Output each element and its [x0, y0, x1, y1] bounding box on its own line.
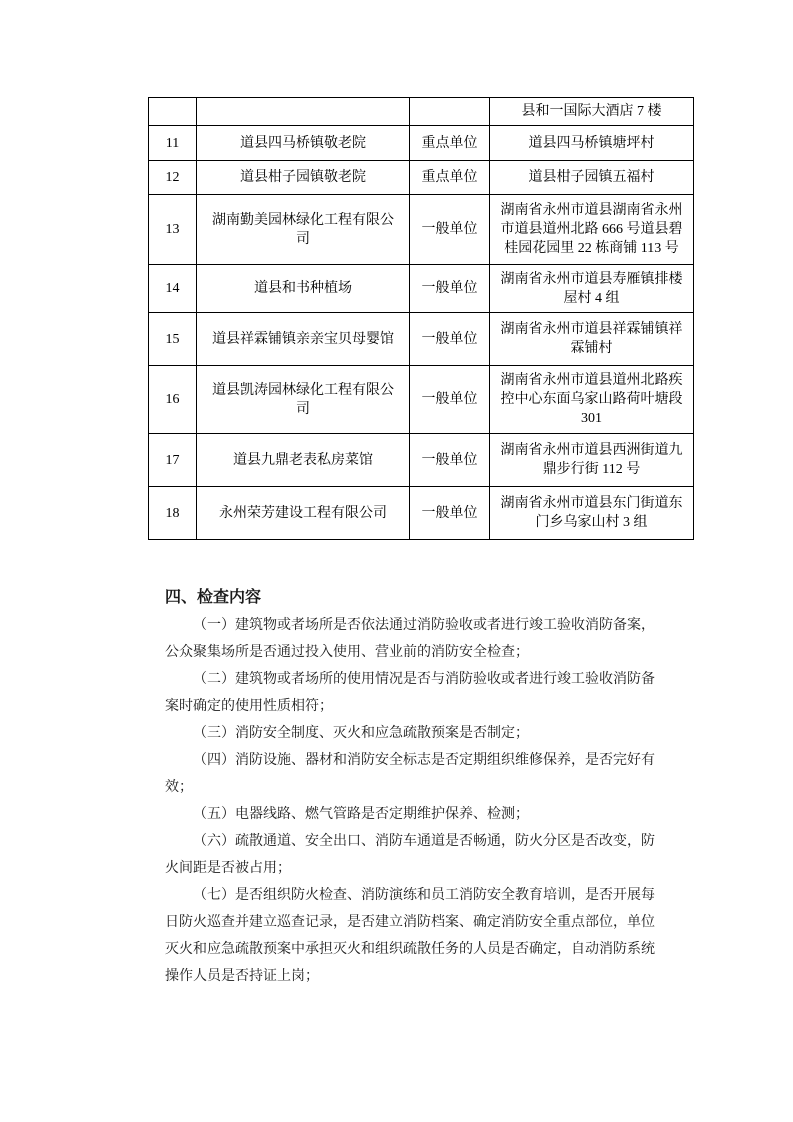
- cell-empty: [149, 98, 197, 126]
- table-row: [149, 265, 694, 313]
- cell-row-number: 13: [149, 195, 197, 265]
- table-row: [149, 434, 694, 487]
- inspection-content-section: [165, 584, 655, 989]
- cell-unit-category: 重点单位: [410, 161, 490, 195]
- inspection-item-5: （五）电器线路、燃气管路是否定期维护保养、检测；: [193, 805, 529, 821]
- cell-unit-category: 一般单位: [410, 265, 490, 313]
- cell-empty: [410, 98, 490, 126]
- cell-address: 湖南省永州市道县寿雁镇排楼屋村 4 组: [490, 265, 694, 313]
- cell-address: 湖南省永州市道县东门街道东门乡乌家山村 3 组: [490, 487, 694, 540]
- table-row: [149, 366, 694, 434]
- cell-unit-name: 永州荣芳建设工程有限公司: [197, 487, 410, 540]
- cell-unit-name: 道县凯涛园林绿化工程有限公司: [197, 366, 410, 434]
- cell-row-number: 14: [149, 265, 197, 313]
- cell-address: 县和一国际大酒店 7 楼: [490, 98, 694, 126]
- cell-unit-category: 重点单位: [410, 126, 490, 161]
- inspection-item-3: （三）消防安全制度、灭火和应急疏散预案是否制定；: [193, 724, 529, 740]
- cell-row-number: 11: [149, 126, 197, 161]
- table-row: [149, 313, 694, 366]
- inspection-item-2: （二）建筑物或者场所的使用情况是否与消防验收或者进行竣工验收消防备案时确定的使用性质相符；: [165, 670, 655, 713]
- cell-unit-name: 湖南勤美园林绿化工程有限公司: [197, 195, 410, 265]
- cell-unit-category: 一般单位: [410, 487, 490, 540]
- cell-row-number: 12: [149, 161, 197, 195]
- cell-unit-name: 道县祥霖铺镇亲亲宝贝母婴馆: [197, 313, 410, 366]
- cell-unit-category: 一般单位: [410, 366, 490, 434]
- table-row: [149, 161, 694, 195]
- cell-row-number: 15: [149, 313, 197, 366]
- table-row: [149, 126, 694, 161]
- cell-address: 湖南省永州市道县西洲街道九鼎步行街 112 号: [490, 434, 694, 487]
- cell-unit-category: 一般单位: [410, 434, 490, 487]
- cell-unit-category: 一般单位: [410, 195, 490, 265]
- cell-unit-name: 道县柑子园镇敬老院: [197, 161, 410, 195]
- table-row: [149, 487, 694, 540]
- table-row-carryover: [149, 98, 694, 126]
- cell-address: 道县柑子园镇五福村: [490, 161, 694, 195]
- table-row: [149, 195, 694, 265]
- cell-address: 湖南省永州市道县祥霖铺镇祥霖铺村: [490, 313, 694, 366]
- inspection-item-6: （六）疏散通道、安全出口、消防车通道是否畅通，防火分区是否改变，防火间距是否被占用；: [165, 832, 655, 875]
- inspection-item-4: （四）消防设施、器材和消防安全标志是否定期组织维修保养，是否完好有效；: [165, 751, 655, 794]
- cell-row-number: 18: [149, 487, 197, 540]
- cell-row-number: 16: [149, 366, 197, 434]
- cell-address: 湖南省永州市道县道州北路疾控中心东面乌家山路荷叶塘段 301: [490, 366, 694, 434]
- cell-unit-name: 道县和书种植场: [197, 265, 410, 313]
- cell-address: 湖南省永州市道县湖南省永州市道县道州北路 666 号道县碧桂园花园里 22 栋商铺 113 号: [490, 195, 694, 265]
- inspection-item-7: （七）是否组织防火检查、消防演练和员工消防安全教育培训，是否开展每日防火巡查并建立巡查记录，是否建立消防档案、确定消防安全重点部位，单位灭火和应急疏散预案中承担灭火和组织疏散任务的人员是否确定，自动消防系统操作人员是否持证上岗；: [165, 886, 655, 983]
- section-heading: 四、检查内容: [165, 589, 262, 606]
- cell-unit-name: 道县九鼎老表私房菜馆: [197, 434, 410, 487]
- cell-unit-category: 一般单位: [410, 313, 490, 366]
- cell-row-number: 17: [149, 434, 197, 487]
- cell-unit-name: 道县四马桥镇敬老院: [197, 126, 410, 161]
- cell-empty: [197, 98, 410, 126]
- inspection-units-table: [148, 97, 694, 540]
- cell-address: 道县四马桥镇塘坪村: [490, 126, 694, 161]
- inspection-item-1: （一）建筑物或者场所是否依法通过消防验收或者进行竣工验收消防备案，公众聚集场所是否通过投入使用、营业前的消防安全检查；: [165, 616, 655, 659]
